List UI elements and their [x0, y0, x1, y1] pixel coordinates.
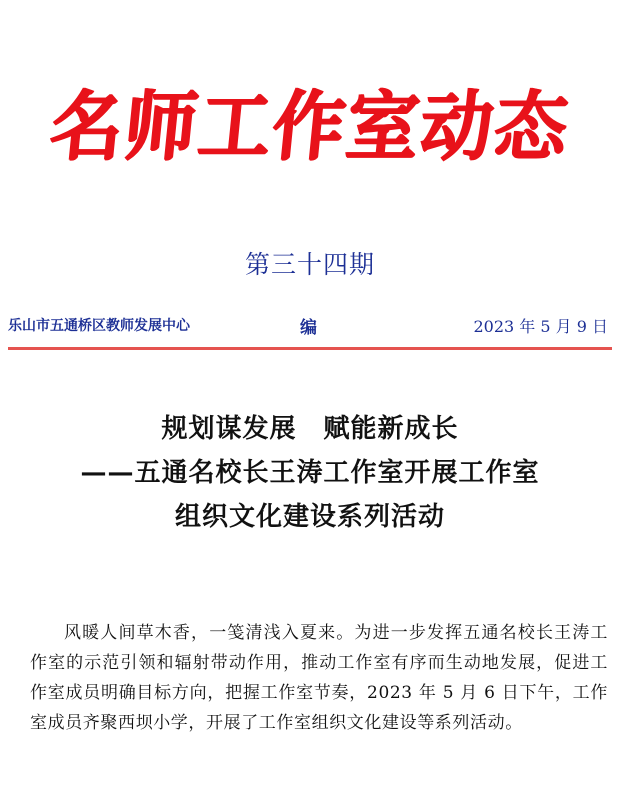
divider-line: [8, 347, 612, 350]
edit-mark: 编: [300, 318, 317, 338]
meta-row: [8, 313, 608, 337]
issue-number: 第三十四期: [244, 250, 375, 279]
headline-line-3: 组织文化建设系列活动: [174, 502, 445, 532]
masthead: [0, 70, 620, 182]
masthead-title: 名师工作室动态: [46, 81, 574, 171]
headline-line-1: 规划谋发展 赋能新成长: [161, 414, 459, 444]
body-paragraph: 风暖人间草木香，一笺清浅入夏来。为进一步发挥五通名校长王涛工作室的示范引领和辐射带动作用，推动工作室有序而生动地发展，促进工作室成员明确目标方向，把握工作室节奏，2023 年 5 月 6 日下午，工作室成员齐聚西坝小学，开展了工作室组织文化建设等系列活动。: [30, 623, 608, 733]
publisher: 乐山市五通桥区教师发展中心: [8, 318, 190, 334]
article-body: [30, 618, 608, 738]
publish-date: 2023 年 5 月 9 日: [473, 317, 608, 336]
headline-line-2: ——五通名校长王涛工作室开展工作室: [80, 458, 540, 488]
